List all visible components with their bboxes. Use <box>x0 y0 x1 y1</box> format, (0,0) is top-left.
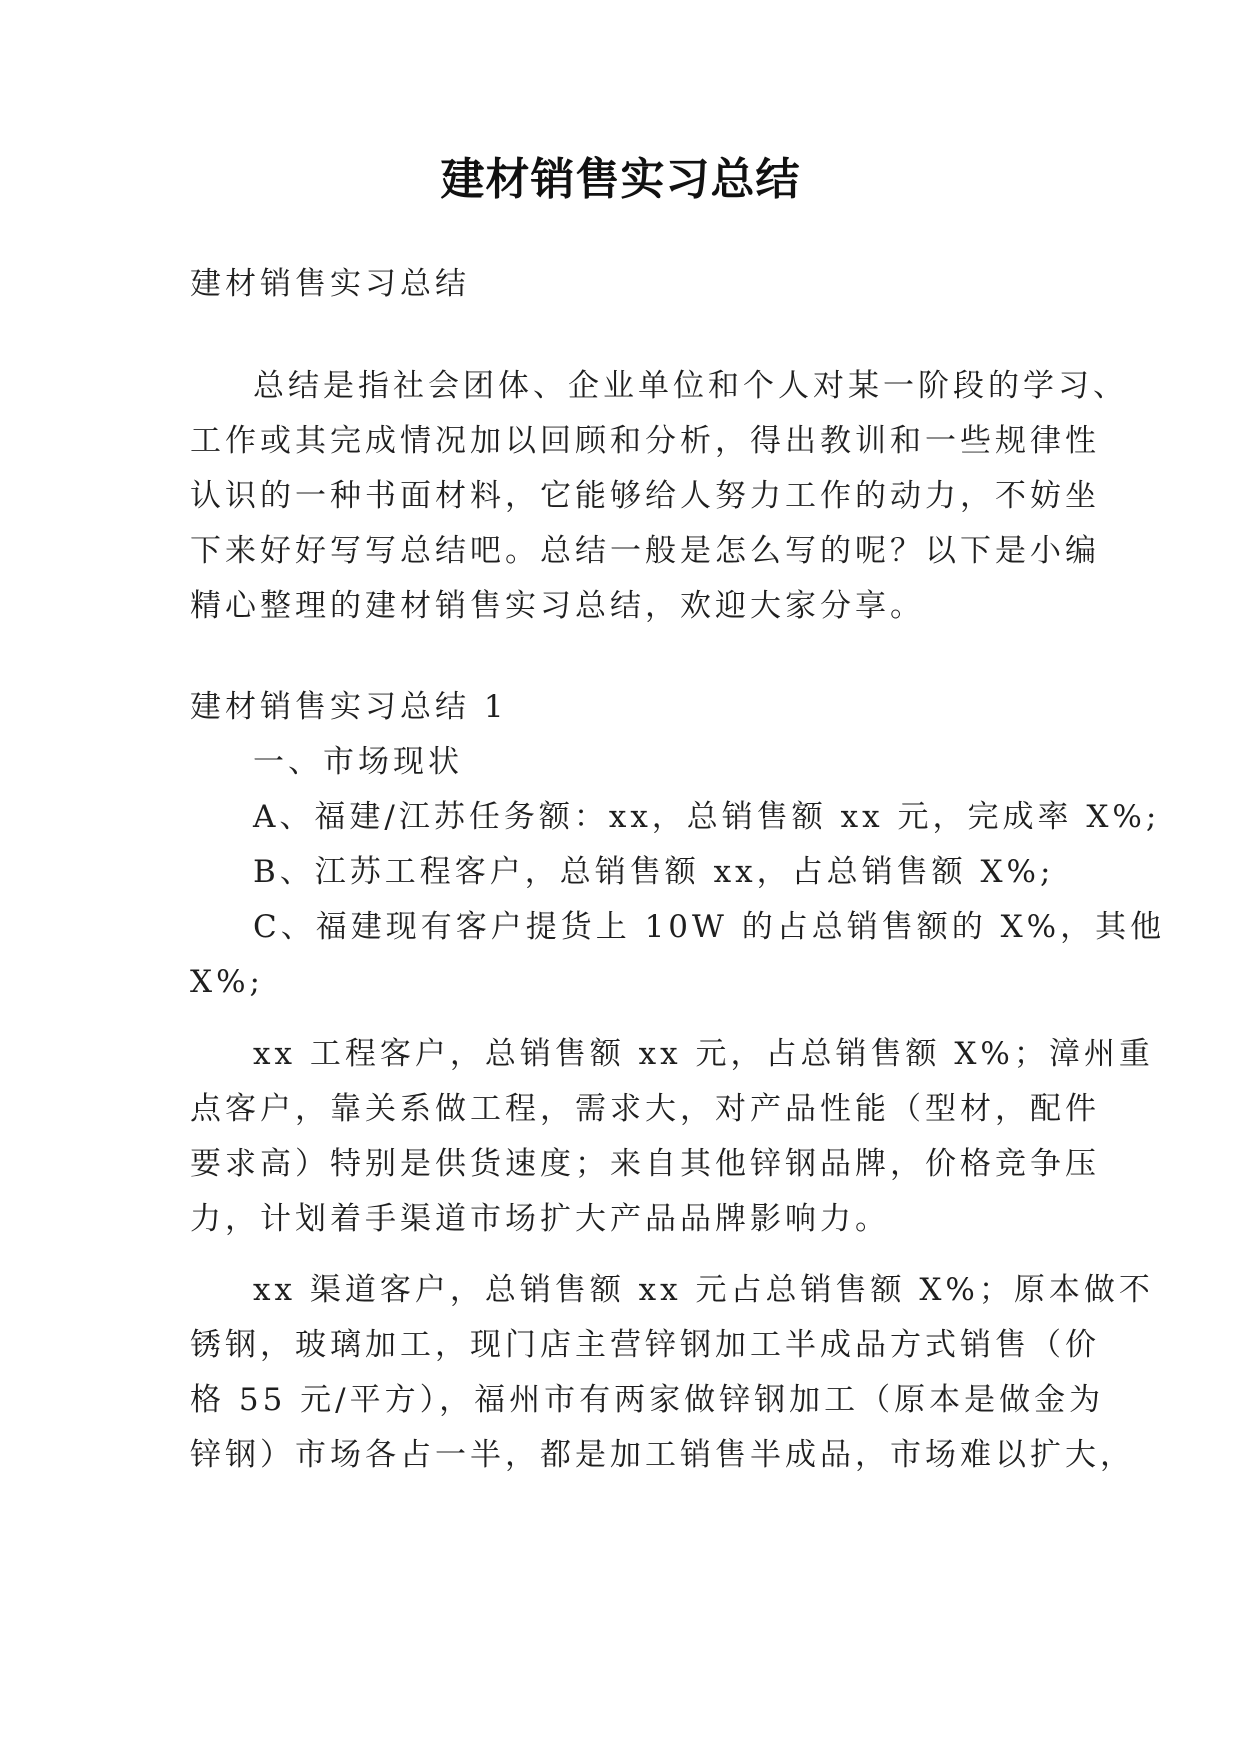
engineering-line: xx 工程客户，总销售额 xx 元，占总销售额 X%；漳州重 <box>253 1036 1154 1072</box>
document-title: 建材销售实习总结 <box>440 154 801 205</box>
intro-line: 下来好好写写总结吧。总结一般是怎么写的呢？以下是小编 <box>190 533 1100 569</box>
channel-line: 格 55 元/平方），福州市有两家做锌钢加工（原本是做金为 <box>190 1382 1105 1418</box>
section-heading: 建材销售实习总结 1 <box>190 689 508 725</box>
engineering-line: 点客户，靠关系做工程，需求大，对产品性能（型材，配件 <box>190 1091 1100 1127</box>
market-heading: 一、市场现状 <box>253 744 463 780</box>
channel-line: 锈钢，玻璃加工，现门店主营锌钢加工半成品方式销售（价 <box>190 1327 1100 1363</box>
list-item-b: B、江苏工程客户，总销售额 xx，占总销售额 X%; <box>253 854 1055 890</box>
intro-line: 工作或其完成情况加以回顾和分析，得出教训和一些规律性 <box>190 423 1100 459</box>
document-subtitle: 建材销售实习总结 <box>190 266 470 302</box>
channel-line: 锌钢）市场各占一半，都是加工销售半成品，市场难以扩大， <box>190 1437 1135 1473</box>
intro-line: 精心整理的建材销售实习总结，欢迎大家分享。 <box>190 588 925 624</box>
intro-line: 认识的一种书面材料，它能够给人努力工作的动力，不妨坐 <box>190 478 1100 514</box>
intro-line: 总结是指社会团体、企业单位和个人对某一阶段的学习、 <box>253 368 1128 404</box>
channel-line: xx 渠道客户，总销售额 xx 元占总销售额 X%；原本做不 <box>253 1272 1154 1308</box>
list-item-c-line: C、福建现有客户提货上 10W 的占总销售额的 X%，其他 <box>253 909 1166 945</box>
list-item-c-line: X%; <box>190 964 264 1000</box>
engineering-line: 要求高）特别是供货速度；来自其他锌钢品牌，价格竞争压 <box>190 1146 1100 1182</box>
engineering-line: 力，计划着手渠道市场扩大产品品牌影响力。 <box>190 1201 890 1237</box>
list-item-a: A、福建/江苏任务额：xx，总销售额 xx 元，完成率 X%; <box>253 799 1161 835</box>
